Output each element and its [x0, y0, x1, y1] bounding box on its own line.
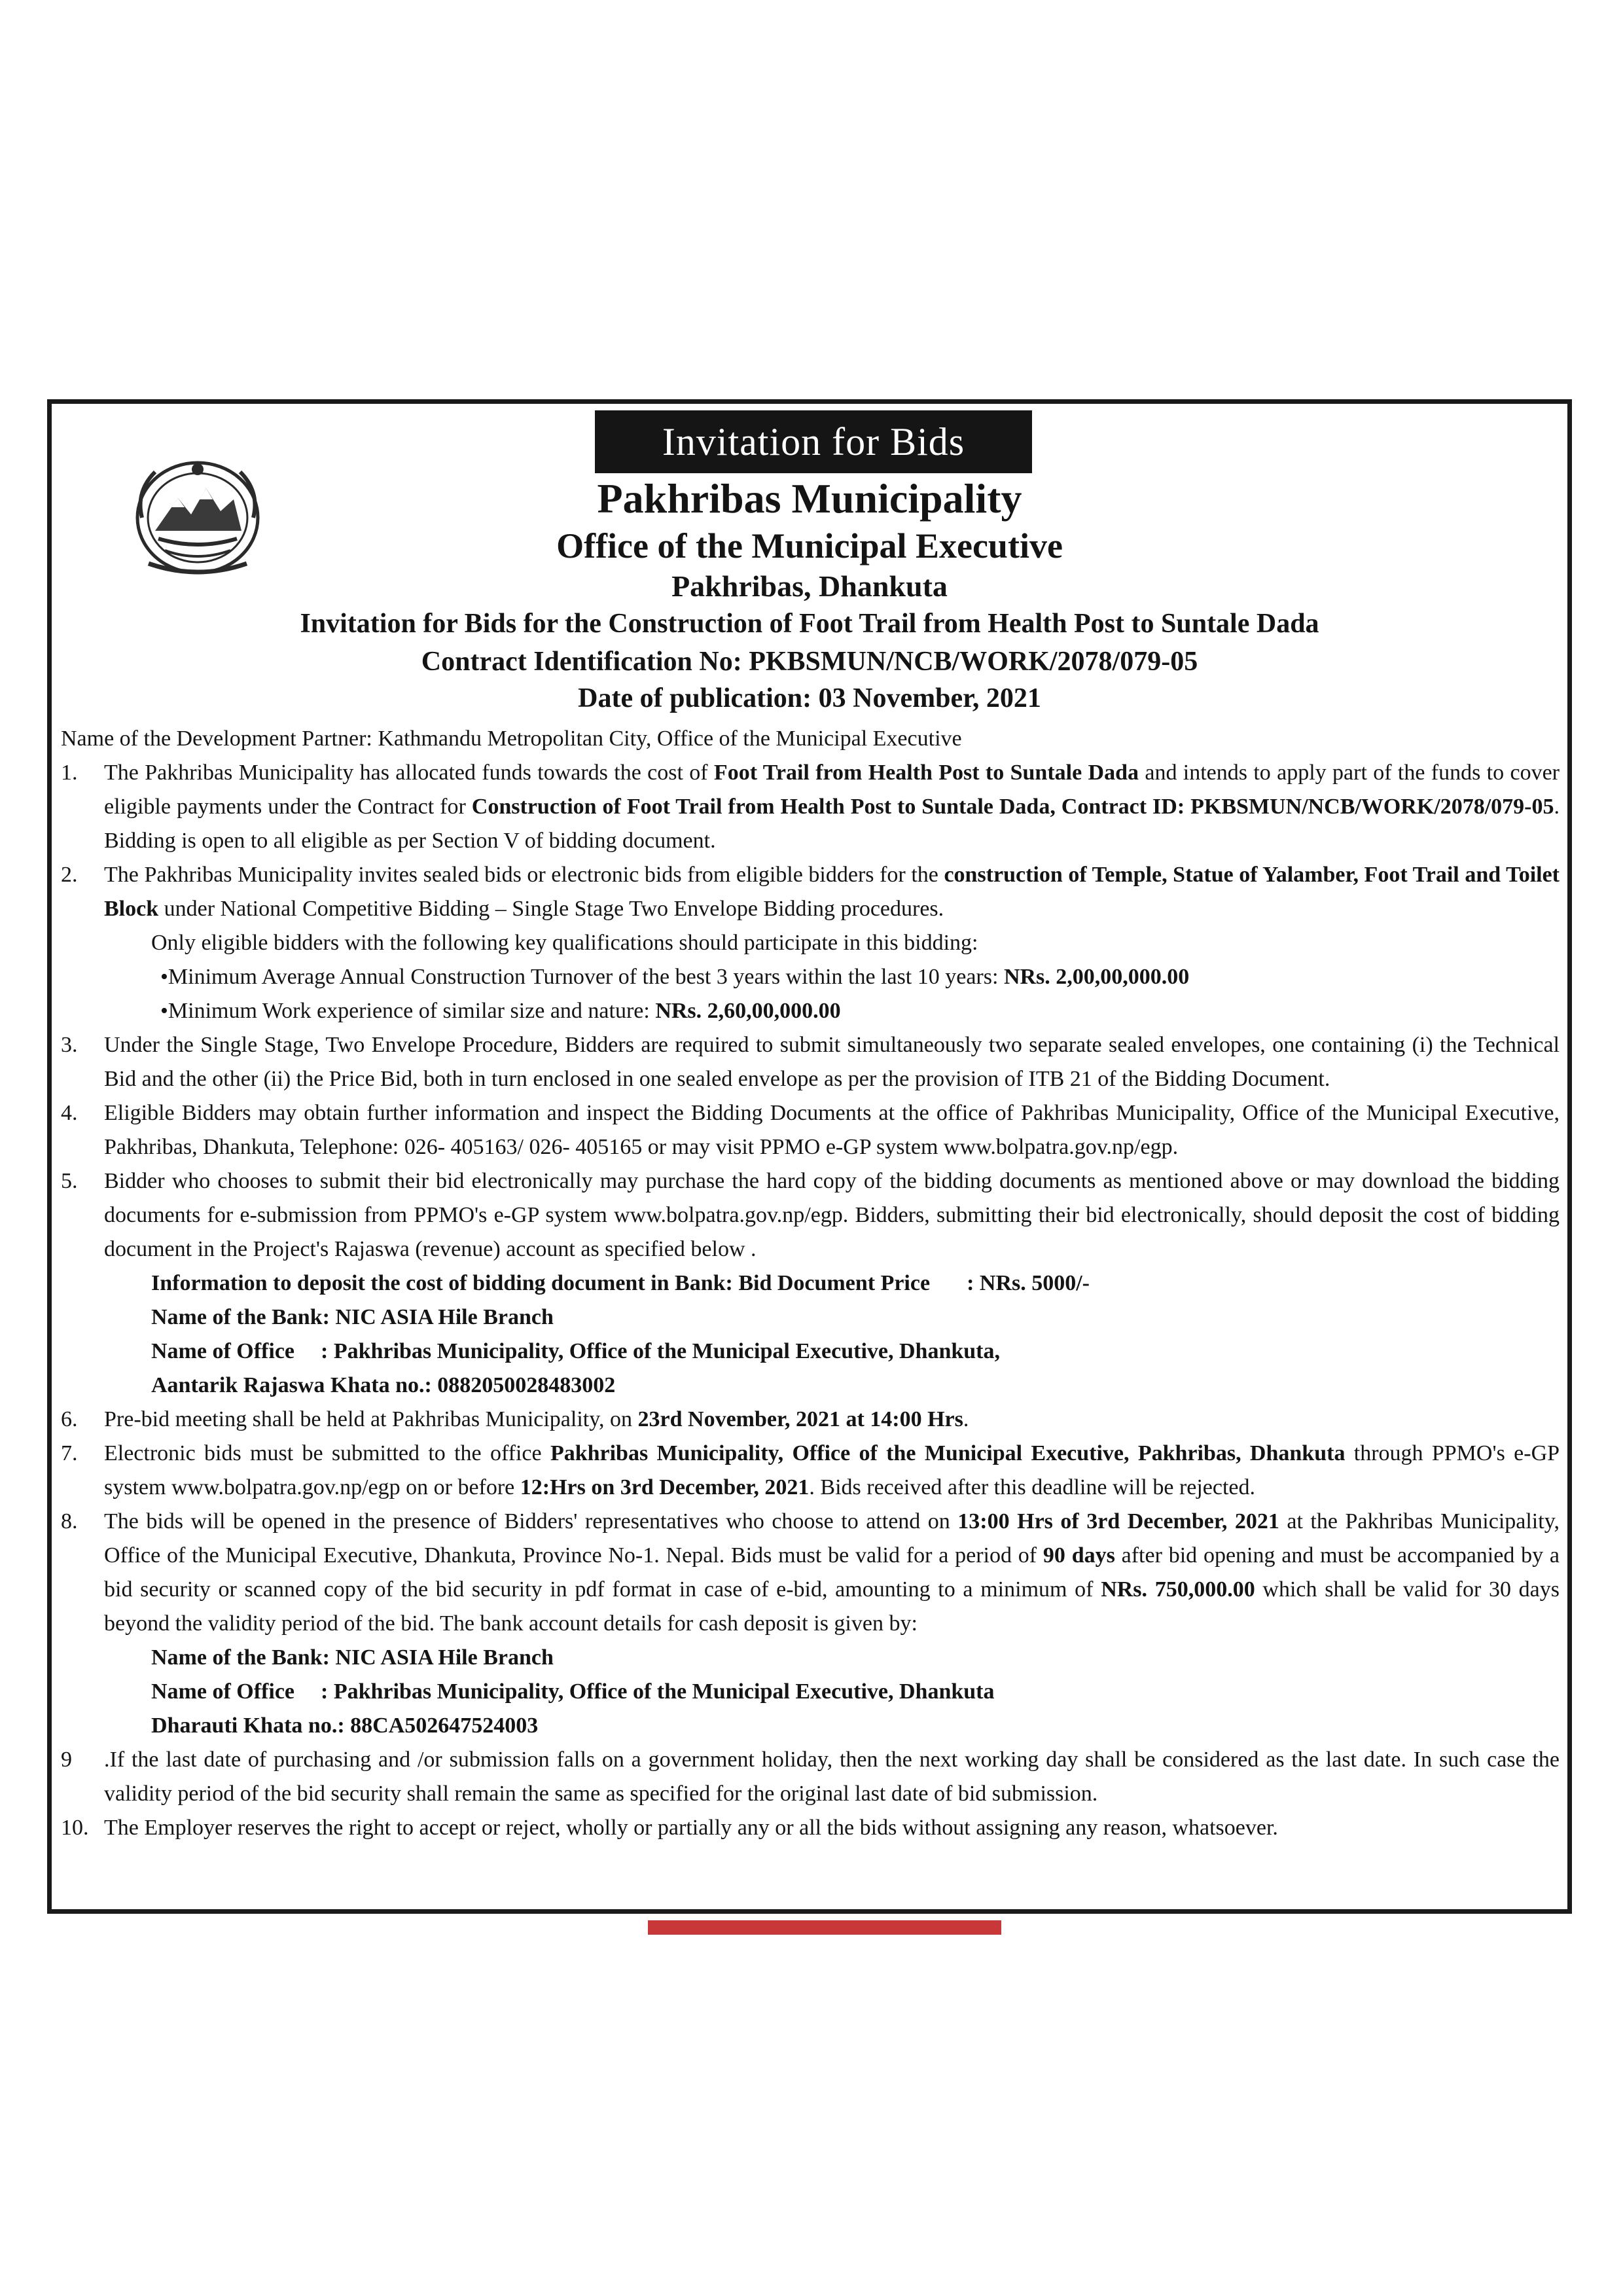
clause-number: 7. — [61, 1441, 78, 1465]
office-value: : Pakhribas Municipality, Office of the Municipal Executive, Dhankuta — [321, 1679, 995, 1704]
deposit-khata: Aantarik Rajaswa Khata no.: 0882050028483002 — [151, 1373, 616, 1397]
clause-text: .If the last date of purchasing and /or submission falls on a government holiday, then the next working day shall be considered as the last date. In such case the validity period of the bid security shall remain the same as specified for the original last date of bid submission. — [104, 1748, 1560, 1806]
qualification-intro: Only eligible bidders with the following key qualifications should participate in this bidding: — [151, 931, 978, 955]
qualification-text: •Minimum Work experience of similar size and nature: — [160, 999, 656, 1023]
deposit-bank: Name of the Bank: NIC ASIA Hile Branch — [151, 1305, 554, 1329]
development-partner: Name of the Development Partner: Kathmandu Metropolitan City, Office of the Municipal Executive — [61, 726, 962, 751]
clause-5 — [61, 1164, 1560, 1266]
clause-bold: Pakhribas Municipality, Office of the Municipal Executive, Pakhribas, Dhankuta — [550, 1441, 1346, 1465]
clause-text: Pre-bid meeting shall be held at Pakhribas Municipality, on — [104, 1407, 638, 1431]
clause-number: 1. — [61, 761, 78, 785]
clause-2 — [61, 858, 1560, 926]
notice-banner: Invitation for Bids — [595, 410, 1032, 473]
clause-text: which shall be valid for 30 days beyond the validity period of the bid. The bank account details for cash deposit is given by: — [104, 1577, 1560, 1636]
clause-number: 2. — [61, 863, 78, 887]
clause-4 — [61, 1096, 1560, 1164]
clause-number: 5. — [61, 1169, 78, 1193]
deposit-price: : NRs. 5000/- — [967, 1271, 1090, 1295]
qualification-experience — [61, 994, 1560, 1028]
clause-number: 3. — [61, 1033, 78, 1057]
clause-text: . — [963, 1407, 969, 1431]
office-value: : Pakhribas Municipality, Office of the Municipal Executive, Dhankuta, — [321, 1339, 1000, 1363]
clause-text: Eligible Bidders may obtain further information and inspect the Bidding Documents at the office of Pakhribas Municipality, Office of the Municipal Executive, Pakhribas, Dhankuta, Telephone: 026- 405163/ 026- 405165 or may visit PPMO e-GP system www.bolpatra.gov.np/egp. — [104, 1101, 1560, 1159]
deposit-info-text: Information to deposit the cost of bidding document in Bank: Bid Document Price — [151, 1271, 931, 1295]
clause-text: after bid opening and must be accompanied by a bid security or scanned copy of the bid security in pdf format in case of e-bid, amounting to a minimum of — [104, 1543, 1560, 1602]
clause-8 — [61, 1505, 1560, 1641]
clause-number: 10. — [61, 1816, 89, 1840]
clause-bold: 12:Hrs on 3rd December, 2021 — [520, 1475, 810, 1499]
clause-bold: NRs. 750,000.00 — [1101, 1577, 1255, 1602]
clause-text: Bidder who chooses to submit their bid electronically may purchase the hard copy of the bidding documents as mentioned above or may download the bidding documents for e-submission from PPMO's e-GP system www.bolpatra.gov.np/egp. Bidders, submitting their bid electronically, should deposit the cost of bidding document in the Project's Rajaswa (revenue) account as specified below . — [104, 1169, 1560, 1261]
clause-text: under National Competitive Bidding – Single Stage Two Envelope Bidding procedures. — [158, 897, 944, 921]
office-label: Name of Office — [151, 1339, 295, 1363]
publication-date: Date of publication: 03 November, 2021 — [578, 683, 1041, 713]
office-label: Name of Office — [151, 1679, 295, 1704]
deposit-office — [61, 1335, 1560, 1369]
adjacent-ad-strip — [648, 1920, 1001, 1935]
contract-id: Contract Identification No: PKBSMUN/NCB/WORK/2078/079-05 — [421, 647, 1198, 677]
clause-number: 4. — [61, 1101, 78, 1125]
clause-bold: 23rd November, 2021 at 14:00 Hrs — [637, 1407, 963, 1431]
clause-number: 8. — [61, 1509, 78, 1534]
office-name: Office of the Municipal Executive — [556, 526, 1063, 565]
deposit-info — [61, 1266, 1560, 1300]
clause-text: and intends to apply part of the funds to cover eligible payments under the Contract for — [104, 761, 1560, 819]
clause-bold: construction of Temple, Statue of Yalamber, Foot Trail and Toilet Block — [104, 863, 1560, 921]
location: Pakhribas, Dhankuta — [671, 569, 948, 603]
clause-bold: Construction of Foot Trail from Health Post to Suntale Dada, Contract ID: PKBSMUN/NCB/WORK/2078/079-05 — [471, 795, 1554, 819]
bid-notice — [47, 399, 1572, 1914]
clause-7 — [61, 1437, 1560, 1505]
clause-number: 9 — [61, 1748, 72, 1772]
clause-text: at the Pakhribas Municipality, Office of the Municipal Executive, Dhankuta, Province No-1. Nepal. Bids must be valid for a period of — [104, 1509, 1560, 1568]
clause-text: The Employer reserves the right to accept or reject, wholly or partially any or all the bids without assigning any reason, whatsoever. — [104, 1816, 1278, 1840]
clause-6 — [61, 1403, 1560, 1437]
qualification-turnover — [61, 960, 1560, 994]
clause-bold: Foot Trail from Health Post to Suntale Dada — [713, 761, 1139, 785]
clause-bold: 90 days — [1043, 1543, 1115, 1568]
clause-text: . Bids received after this deadline will be rejected. — [809, 1475, 1256, 1499]
clause-text: Under the Single Stage, Two Envelope Procedure, Bidders are required to submit simultaneously two separate sealed envelopes, one containing (i) the Technical Bid and the other (ii) the Price Bid, both in turn enclosed in one sealed envelope as per the provision of ITB 21 of the Bidding Document. — [104, 1033, 1560, 1091]
qualification-value: NRs. 2,00,00,000.00 — [1003, 965, 1190, 989]
clause-bold: 13:00 Hrs of 3rd December, 2021 — [957, 1509, 1279, 1534]
clause-text: Electronic bids must be submitted to the office — [104, 1441, 550, 1465]
clause-number: 6. — [61, 1407, 78, 1431]
security-office — [61, 1675, 1560, 1709]
notice-title: Invitation for Bids for the Construction of Foot Trail from Health Post to Suntale Dada — [300, 609, 1319, 639]
security-khata: Dharauti Khata no.: 88CA502647524003 — [151, 1713, 539, 1738]
clause-text: The Pakhribas Municipality has allocated funds towards the cost of — [104, 761, 714, 785]
notice-body — [61, 722, 1560, 1845]
org-name: Pakhribas Municipality — [597, 475, 1022, 522]
clause-3 — [61, 1028, 1560, 1096]
qualification-text: •Minimum Average Annual Construction Turnover of the best 3 years within the last 10 years: — [160, 965, 1004, 989]
security-bank: Name of the Bank: NIC ASIA Hile Branch — [151, 1645, 554, 1670]
clause-1 — [61, 756, 1560, 858]
qualification-value: NRs. 2,60,00,000.00 — [655, 999, 841, 1023]
clause-text: . Bidding is open to all eligible as per Section V of bidding document. — [104, 795, 1560, 853]
clause-text: The Pakhribas Municipality invites sealed bids or electronic bids from eligible bidders for the — [104, 863, 944, 887]
clause-9 — [61, 1743, 1560, 1811]
clause-text: The bids will be opened in the presence of Bidders' representatives who choose to attend on — [104, 1509, 958, 1534]
clause-text: through PPMO's e-GP system www.bolpatra.gov.np/egp on or before — [104, 1441, 1560, 1499]
clause-10 — [61, 1811, 1560, 1845]
